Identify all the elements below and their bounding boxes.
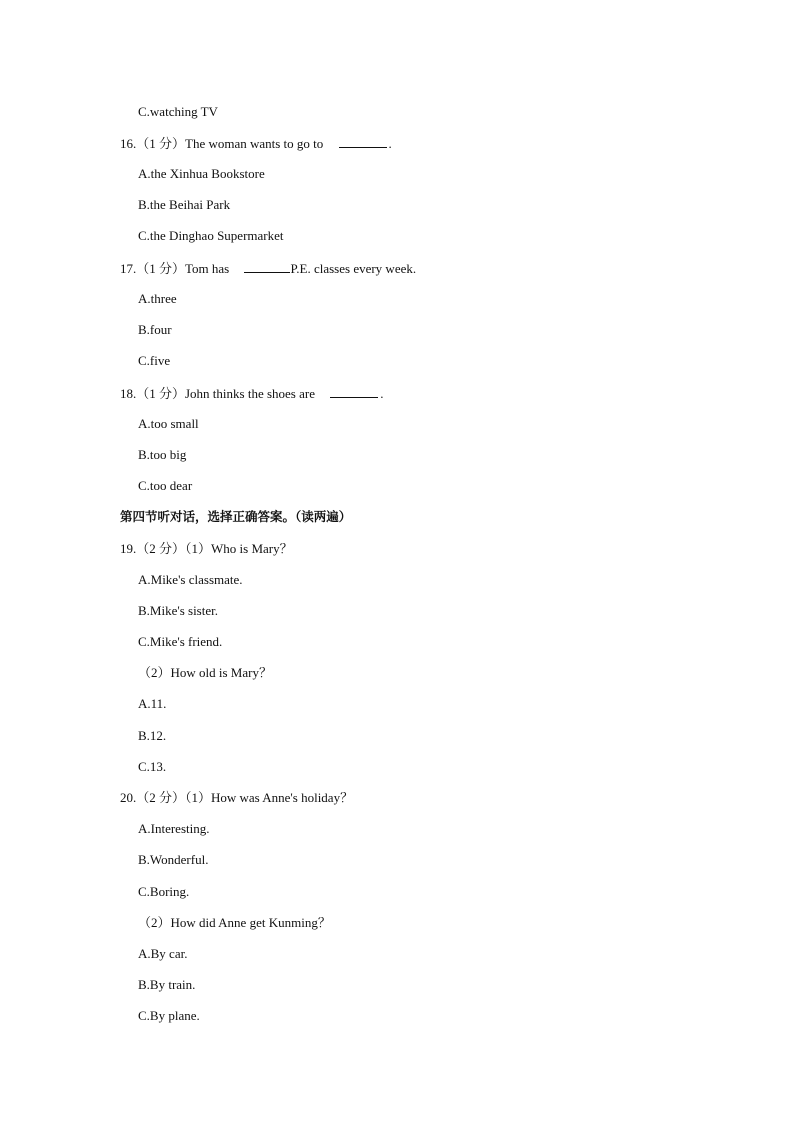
question-20-part2: （2）How did Anne get Kunming？	[138, 915, 331, 930]
question-17-text: 17.（1 分）Tom has	[120, 261, 230, 276]
question-18-end: .	[380, 386, 384, 401]
option-20a: A.Interesting.	[138, 821, 210, 836]
option-20-2c: C.By plane.	[138, 1008, 200, 1023]
option-20b: B.Wonderful.	[138, 852, 209, 867]
option-19-2b: B.12.	[138, 728, 167, 743]
option-19b: B.Mike's sister.	[138, 603, 218, 618]
option-20c: C.Boring.	[138, 884, 190, 899]
question-18-text: 18.（1 分）John thinks the shoes are	[120, 386, 315, 401]
question-19-part2: （2）How old is Mary？	[138, 665, 272, 680]
question-19: 19.（2 分）（1）Who is Mary？	[120, 541, 293, 556]
option-19-2c: C.13.	[138, 759, 167, 774]
option-18a: A.too small	[138, 416, 199, 431]
option-20-2a: A.By car.	[138, 946, 188, 961]
question-17	[120, 260, 416, 277]
option-20-2b: B.By train.	[138, 977, 196, 992]
option-17c: C.five	[138, 353, 171, 368]
question-16	[120, 135, 392, 152]
answer-blank	[339, 135, 387, 148]
question-16-text: 16.（1 分）The woman wants to go to	[120, 136, 324, 151]
option-16c: C.the Dinghao Supermarket	[138, 228, 284, 243]
option-19-2a: A.11.	[138, 696, 167, 711]
option-17b: B.four	[138, 322, 172, 337]
option-16b: B.the Beihai Park	[138, 197, 231, 212]
option-19c: C.Mike's friend.	[138, 634, 223, 649]
answer-blank	[244, 260, 290, 273]
option-17a: A.three	[138, 291, 177, 306]
option-15c: C.watching TV	[138, 104, 218, 119]
option-18b: B.too big	[138, 447, 187, 462]
option-18c: C.too dear	[138, 478, 193, 493]
section-heading: 第四节听对话，选择正确答案。（读两遍）	[120, 509, 352, 524]
question-18	[120, 385, 383, 402]
option-19a: A.Mike's classmate.	[138, 572, 243, 587]
answer-blank	[330, 385, 378, 398]
question-17-end: P.E. classes every week.	[290, 261, 417, 276]
option-16a: A.the Xinhua Bookstore	[138, 166, 265, 181]
question-16-end: .	[388, 136, 392, 151]
question-20: 20.（2 分）（1）How was Anne's holiday？	[120, 790, 354, 805]
